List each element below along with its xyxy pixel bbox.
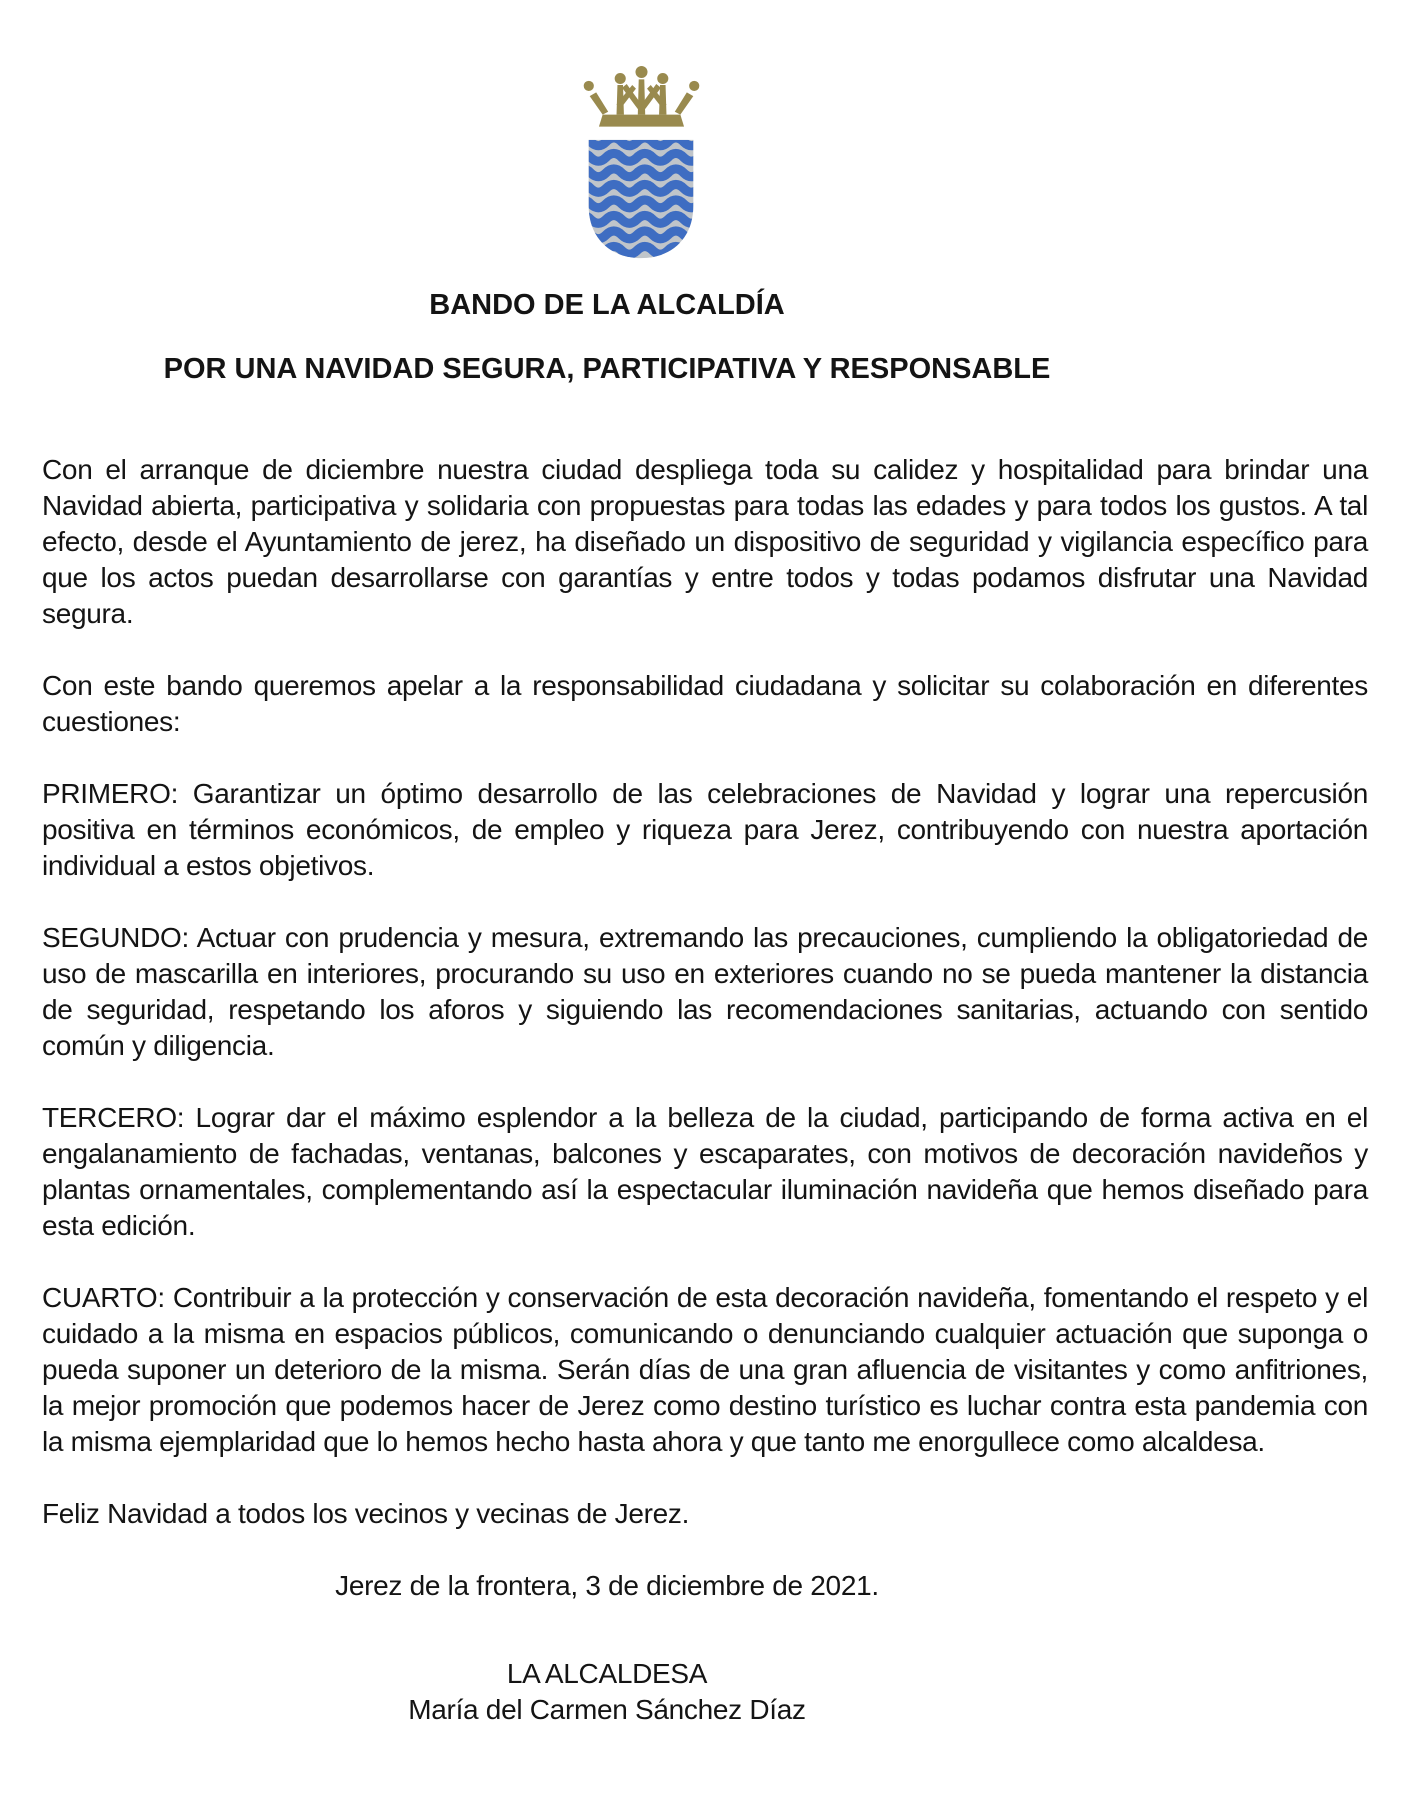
paragraph-greeting: Feliz Navidad a todos los vecinos y vecinas de Jerez. <box>42 1498 690 1529</box>
city-crest <box>0 60 1304 262</box>
paragraph-tercero: TERCERO: Lograr dar el máximo esplendor a la belleza de la ciudad, participando de forma activa en el engalanamiento de fachadas, ventanas, balcones y escaparates, con motivos de decoración navideños y plantas ornamentales, complementando así la espectacular iluminación navideña que hemos diseñado para esta edición. <box>42 1102 1368 1241</box>
paragraph-segundo: SEGUNDO: Actuar con prudencia y mesura, extremando las precauciones, cumpliendo la obligatoriedad de uso de mascarilla en interiores, procurando su uso en exteriores cuando no se pueda mantener la distancia de seguridad, respetando los aforos y siguiendo las recomendaciones sanitarias, actuando con sentido común y diligencia. <box>42 922 1368 1061</box>
signature-block <box>42 1656 1172 1728</box>
signature-role: LA ALCALDESA <box>506 1658 708 1689</box>
paragraph-intro: Con el arranque de diciembre nuestra ciudad despliega toda su calidez y hospitalidad para brindar una Navidad abierta, participativa y solidaria con propuestas para todas las edades y para todos los gustos. A tal efecto, desde el Ayuntamiento de jerez, ha diseñado un dispositivo de seguridad y vigilancia específico para que los actos puedan desarrollarse con garantías y entre todos y todas podamos disfrutar una Navidad segura. <box>42 454 1368 629</box>
document-subtitle: POR UNA NAVIDAD SEGURA, PARTICIPATIVA Y RESPONSABLE <box>163 353 1051 385</box>
paragraph-primero: PRIMERO: Garantizar un óptimo desarrollo de las celebraciones de Navidad y lograr una repercusión positiva en términos económicos, de empleo y riqueza para Jerez, contribuyendo con nuestra aportación individual a estos objetivos. <box>42 778 1368 881</box>
crown-icon <box>574 60 709 134</box>
document-title: BANDO DE LA ALCALDÍA <box>429 289 785 321</box>
signature-name: María del Carmen Sánchez Díaz <box>408 1694 806 1725</box>
shield-icon <box>582 136 700 262</box>
date-line: Jerez de la frontera, 3 de diciembre de 2021. <box>335 1570 879 1601</box>
paragraph-cuarto: CUARTO: Contribuir a la protección y conservación de esta decoración navideña, fomentando el respeto y el cuidado a la misma en espacios públicos, comunicando o denunciando cualquier actuación que suponga o pueda suponer un deterioro de la misma. Serán días de una gran afluencia de visitantes y como anfitriones, la mejor promoción que podemos hacer de Jerez como destino turístico es luchar contra esta pandemia con la misma ejemplaridad que lo hemos hecho hasta ahora y que tanto me enorgullece como alcaldesa. <box>42 1282 1368 1457</box>
paragraph-appeal: Con este bando queremos apelar a la responsabilidad ciudadana y solicitar su colaboración en diferentes cuestiones: <box>42 670 1368 737</box>
document-body <box>42 452 1368 1532</box>
